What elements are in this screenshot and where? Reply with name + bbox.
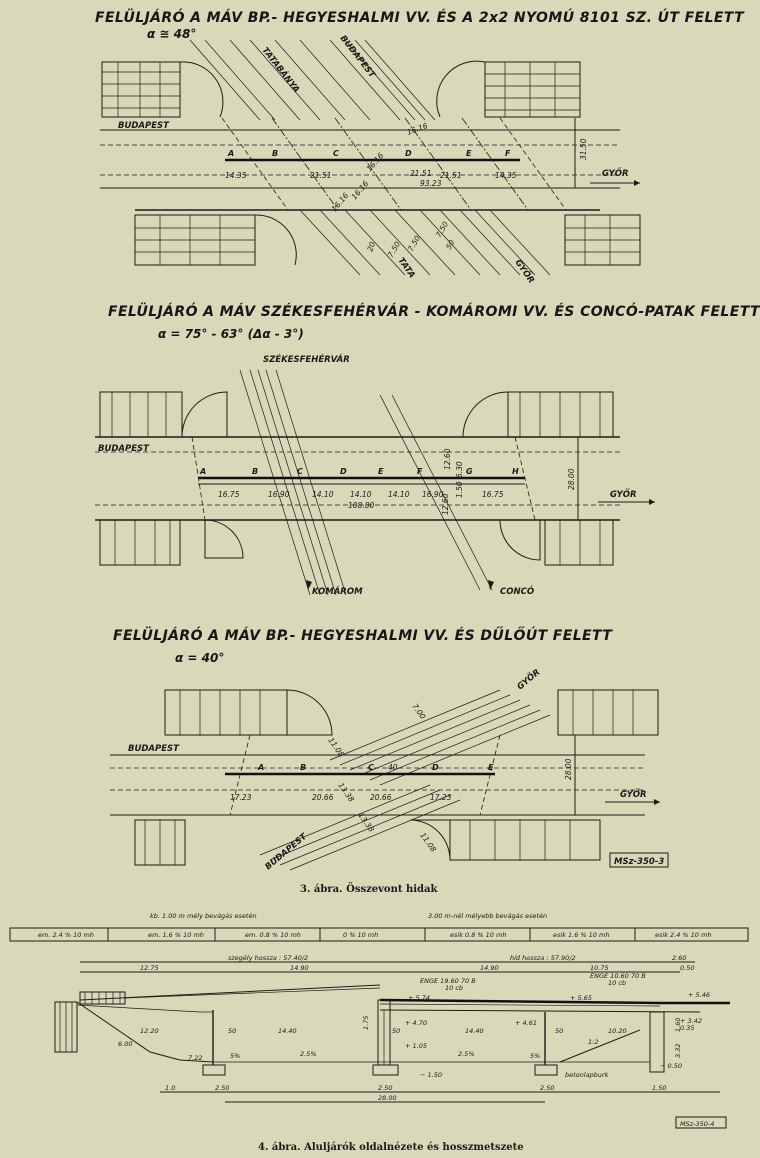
dim-value: 1.0: [165, 1084, 176, 1092]
place-label: BUDAPEST: [118, 121, 169, 131]
dim-value: 1.60: [674, 1017, 682, 1032]
pier-axis: [462, 118, 528, 210]
skew-dim: 7.50: [433, 220, 451, 239]
span-dim: 14.10: [312, 490, 334, 499]
span-dim: 14.10: [388, 490, 410, 499]
dim-value: 1.50: [652, 1084, 667, 1092]
skew-dim: 50: [443, 238, 457, 251]
level-label: + 4.70: [405, 1019, 427, 1027]
skew-dim: 13.38: [336, 780, 357, 804]
width-dim: 28.00: [564, 758, 573, 780]
point-label: B: [252, 467, 259, 476]
span-dim: 16.75: [482, 490, 504, 499]
dim-value: 14.40: [278, 1027, 297, 1035]
grade-cell: em. 0.8 % 10 mh: [245, 931, 301, 939]
point-label: B: [272, 149, 279, 158]
railway-tracks: [190, 40, 435, 120]
skew-dim: 12.60: [441, 493, 450, 515]
footing: [203, 1065, 225, 1075]
figure-3: [110, 626, 668, 872]
ground-block: [450, 820, 600, 860]
skew-dim: 16.16: [349, 179, 371, 202]
figure-1-angle: α ≅ 48°: [147, 27, 197, 41]
point-label: C: [297, 467, 303, 476]
dim-label: híd hossza : 57.90/2: [510, 954, 576, 962]
footing: [535, 1065, 557, 1075]
place-label: BUDAPEST: [263, 831, 309, 873]
place-label: GYŐR: [512, 257, 536, 286]
level-label: + 3.42: [680, 1017, 702, 1025]
slope-line: [560, 1030, 640, 1062]
figure-1: [95, 8, 745, 285]
span-dim: 20.66: [370, 793, 392, 802]
dim-value: 28.00: [378, 1094, 397, 1102]
cone-slope: [255, 215, 296, 265]
dim-value: 7.22: [188, 1054, 203, 1062]
place-label: CONCÓ: [500, 587, 535, 597]
grade-cell: esik 0.8 % 10 mh: [450, 931, 507, 939]
enge-label: ENGE 19.60 70 B: [420, 977, 476, 985]
place-label: BUDAPEST: [337, 33, 377, 81]
dim-value: 50: [555, 1027, 564, 1035]
dim-value: 6.00: [118, 1040, 133, 1048]
point-label: A: [200, 467, 207, 476]
figure-4: [10, 912, 748, 1128]
skew-dim: 16.16: [405, 121, 429, 137]
figure-3-angle: α = 40°: [175, 651, 225, 665]
point-label: B: [300, 763, 307, 772]
dim-value: 12.75: [140, 964, 159, 972]
grade-table: [10, 928, 748, 941]
abutment-axis: [222, 118, 288, 210]
slope-label: 1:2: [588, 1038, 599, 1046]
place-label: TATA: [395, 255, 417, 281]
railway-tracks: [240, 370, 346, 595]
skew-dim: 7.00: [410, 701, 428, 721]
ground-block: [485, 62, 580, 117]
point-label: G: [466, 467, 473, 476]
span-dim: 21.51: [310, 171, 332, 180]
place-label: GYŐR: [610, 490, 637, 500]
slope-label: 2.5%: [300, 1050, 317, 1058]
enge-label: 10 cb: [608, 979, 627, 987]
span-dim: 20.66: [312, 793, 334, 802]
skew-dim: 6.30: [455, 461, 464, 478]
ground-block: [102, 62, 180, 117]
deck-layer: [380, 1004, 660, 1006]
figure-4-caption: 4. ábra. Aluljárók oldalnézete és hosszmetszete: [258, 1142, 524, 1153]
ground-block: [545, 520, 613, 565]
figure-3-caption: 3. ábra. Összevont hidak: [300, 884, 438, 895]
dim-value: 1.75: [362, 1015, 370, 1030]
dim-value: 14.90: [480, 964, 499, 972]
note-right: 3.00 m-nél mélyebb bevágás esetén: [428, 912, 548, 920]
dim-value: 14.40: [465, 1027, 484, 1035]
point-label: C: [368, 763, 374, 772]
span-dim: 17.23: [230, 793, 252, 802]
dim-value: 14.90: [290, 964, 309, 972]
slope-label: 5%: [530, 1052, 541, 1060]
slope-label: 5%: [230, 1052, 241, 1060]
point-label: E: [488, 763, 494, 772]
place-label: GYŐR: [515, 667, 543, 693]
skew-dim: 7.50: [385, 240, 403, 259]
level-label: − 0.50: [660, 1062, 682, 1070]
skew-dim: 11.08: [326, 735, 347, 759]
dim-value: 2.50: [540, 1084, 555, 1092]
dim-value: 0.35: [680, 1024, 695, 1032]
total-dim: 108.80: [348, 501, 375, 510]
span-dim: 14.35: [495, 171, 517, 180]
point-label: D: [340, 467, 347, 476]
pier-axis: [272, 118, 338, 210]
ground-block: [165, 690, 287, 735]
railway-tracks: [300, 210, 550, 275]
span-dim: 21.51: [410, 169, 432, 178]
span-dim: 16.90: [422, 490, 444, 499]
point-label: F: [505, 149, 511, 158]
footing: [373, 1065, 398, 1075]
level-label: + 5.74: [408, 994, 430, 1002]
cone-slope: [437, 61, 485, 117]
grade-cell: esik 2.4 % 10 mh: [655, 931, 712, 939]
note-beton: betonlapburk: [565, 1071, 609, 1079]
cone-slope: [205, 520, 243, 558]
figure-2-angle: α = 75° - 63° (Δα - 3°): [158, 327, 304, 341]
point-label: A: [228, 149, 235, 158]
level-label: + 1.05: [405, 1042, 427, 1050]
point-label: D: [405, 149, 412, 158]
skew-dim: 20: [365, 240, 378, 253]
figure-3-title: FELÜLJÁRÓ A MÁV BP.- HEGYESHALMI VV. ÉS DŰLŐÚT FELETT: [113, 628, 613, 644]
skew-dim: 7.50: [405, 234, 423, 253]
point-label: F: [417, 467, 423, 476]
dim-value: 2.50: [378, 1084, 393, 1092]
ground-block: [100, 520, 180, 565]
point-label: D: [432, 763, 439, 772]
cone-slope: [463, 392, 508, 437]
enge-label: ENGE 10.60 70 B: [590, 972, 646, 980]
place-label: GYŐR: [620, 790, 647, 800]
skew-dim: 11.08: [418, 830, 439, 854]
slope-label: 2.5%: [458, 1050, 475, 1058]
level-label: + 5.46: [688, 991, 710, 999]
span-dim: 17.23: [430, 793, 452, 802]
point-label: E: [466, 149, 472, 158]
point-label: A: [258, 763, 265, 772]
span-dim: 16.75: [218, 490, 240, 499]
point-label: E: [378, 467, 384, 476]
arrowhead: [634, 180, 640, 186]
dim-value: 2.60: [672, 954, 687, 962]
width-dim: 28.00: [567, 468, 576, 490]
place-label: GYŐR: [602, 169, 629, 179]
skew-dim: 16.16: [329, 191, 351, 214]
dim-value: 2.50: [215, 1084, 230, 1092]
arrowhead: [649, 499, 655, 505]
grade-cell: esik 1.6 % 10 mh: [553, 931, 610, 939]
dim-value: 3.32: [674, 1043, 682, 1058]
total-dim: 93.23: [420, 179, 442, 188]
slope-line: [77, 1005, 213, 1012]
level-label: − 1.50: [420, 1071, 442, 1079]
level-label: + 4.61: [515, 1019, 537, 1027]
span-dim: 14.35: [225, 171, 247, 180]
ground-block: [508, 392, 613, 437]
point-label: H: [512, 467, 519, 476]
drawing-stamp-text: MSz-350-3: [614, 857, 665, 867]
figure-2: [95, 302, 760, 597]
width-dim: 31.50: [579, 138, 588, 160]
dim-value: 0.50: [680, 964, 695, 972]
dim-value: 50: [228, 1027, 237, 1035]
abutment-axis: [500, 118, 566, 210]
skew-dim: 12.60: [443, 448, 452, 470]
dim-value: 10.75: [590, 964, 609, 972]
place-label: SZÉKESFEHÉRVÁR: [263, 355, 350, 365]
cone-slope: [287, 690, 332, 735]
skew-dim: 16.16: [364, 151, 386, 174]
figure-1-title: FELÜLJÁRÓ A MÁV BP.- HEGYESHALMI VV. ÉS A 2x2 NYOMÚ 8101 SZ. ÚT FELETT: [95, 10, 745, 26]
dim-value: 10.20: [608, 1027, 627, 1035]
skew-dim: 1.50: [455, 481, 464, 498]
enge-label: 10 cb: [445, 984, 464, 992]
grade-cell: 0 % 10 mh: [343, 931, 379, 939]
place-label: BUDAPEST: [128, 744, 179, 754]
place-label: KOMÁROM: [312, 587, 363, 597]
arrowhead: [654, 799, 660, 805]
level-label: + 5.65: [570, 994, 592, 1002]
dim-value: 50: [392, 1027, 401, 1035]
place-label: TATABÁNYA: [259, 45, 302, 95]
grade-cell: em. 2.4 % 10 mh: [38, 931, 94, 939]
dim-label: szegély hossza : 57.40/2: [228, 954, 309, 962]
railing-line: [125, 988, 380, 998]
cone-slope: [182, 392, 227, 437]
skew-dim: 13.38: [356, 810, 377, 834]
span-dim: 14.10: [350, 490, 372, 499]
drawing-stamp-text: MSz-350-4: [680, 1120, 715, 1128]
grade-cell: em. 1.6 % 10 mh: [148, 931, 204, 939]
point-label: C: [333, 149, 339, 158]
span-dim: 21.51: [440, 171, 462, 180]
place-label: BUDAPEST: [98, 444, 149, 454]
figure-2-title: FELÜLJÁRÓ A MÁV SZÉKESFEHÉRVÁR - KOMÁROMI VV. ÉS CONCÓ-PATAK FELETT: [108, 304, 760, 320]
span-dim: 16.90: [268, 490, 290, 499]
cone-slope: [500, 520, 540, 560]
dim-value: 12.20: [140, 1027, 159, 1035]
skew-dim: 40: [388, 763, 398, 772]
note-left: kb. 1.00 m mély bevágás esetén: [150, 912, 257, 920]
